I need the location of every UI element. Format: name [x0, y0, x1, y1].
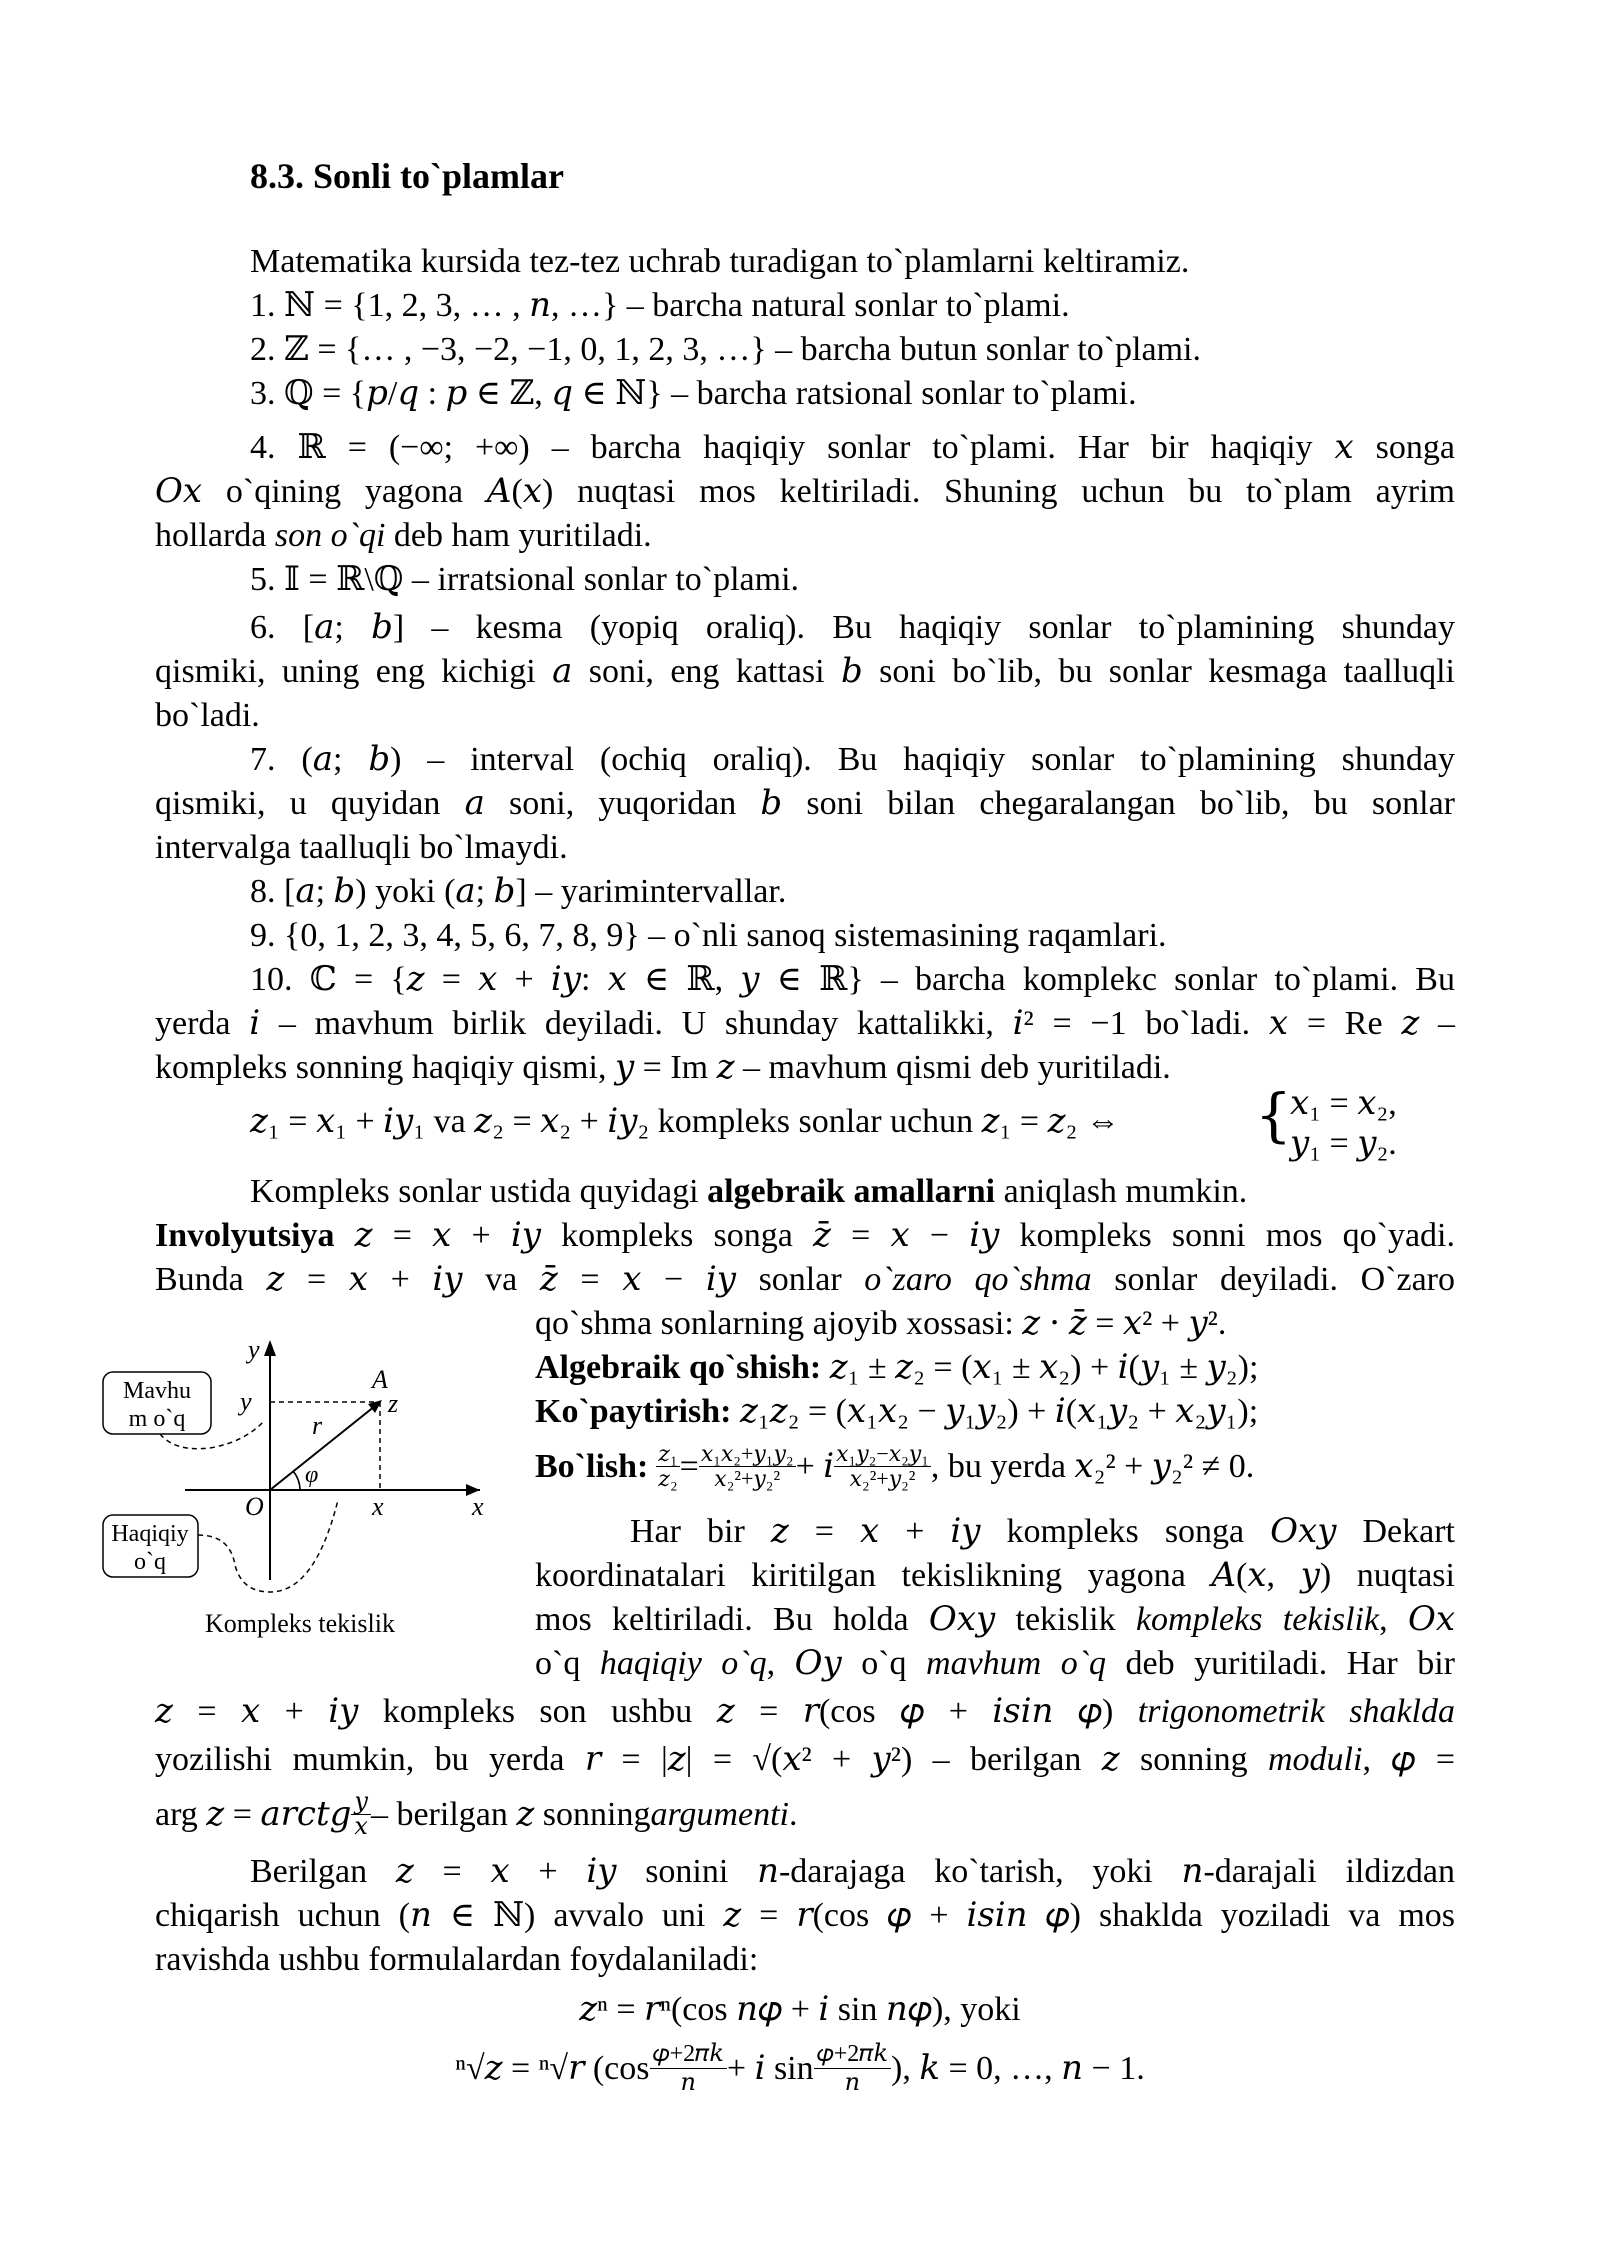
item-halfinterval: 8. [𝑎; 𝑏) yoki (𝑎; 𝑏] – yarimintervallar.	[250, 873, 787, 910]
x-axis-label: x	[472, 1492, 484, 1521]
callout-real-leader	[198, 1500, 338, 1592]
equality-condition: 𝑧₁ = 𝑥₁ + 𝑖𝑦₁ va 𝑧₂ = 𝑥₂ + 𝑖𝑦₂ kompleks sonlar uchun 𝑧₁ = 𝑧₂ ⇔	[250, 1103, 1120, 1140]
trig-line2: yozilishi mumkin, bu yerda 𝑟 = |𝑧| = √(𝑥² + 𝑦²) – berilgan 𝑧 sonning moduli, 𝜑 =	[155, 1741, 1455, 1778]
item-digits: 9. {0, 1, 2, 3, 4, 5, 6, 7, 8, 9} – o`nli sanoq sistemasining raqamlari.	[250, 917, 1167, 954]
item-complex-line3: kompleks sonning haqiqiy qismi, 𝑦 = Im 𝑧 – mavhum qismi deb yuritiladi.	[155, 1049, 1171, 1086]
addition-formula: Algebraik qo`shish: 𝑧₁ ± 𝑧₂ = (𝑥₁ ± 𝑥₂) + 𝑖(𝑦₁ ± 𝑦₂);	[535, 1349, 1259, 1386]
system-line1: 𝑥₁ = 𝑥₂,	[1290, 1085, 1397, 1122]
involution-line2: Bunda 𝑧 = 𝑥 + 𝑖𝑦 va 𝑧̄ = 𝑥 − 𝑖𝑦 sonlar o`zaro qo`shma sonlar deyiladi. O`zaro	[155, 1261, 1455, 1298]
callout-imaginary-text2: m o`q	[128, 1406, 186, 1432]
item-complex-line1: 10. ℂ = {𝑧 = 𝑥 + 𝑖𝑦: 𝑥 ∈ ℝ, 𝑦 ∈ ℝ} – barcha komplekc sonlar to`plami. Bu	[250, 961, 1455, 998]
operations-intro: Kompleks sonlar ustida quyidagi algebraik amallarni aniqlash mumkin.	[250, 1173, 1248, 1210]
plane-line3: mos keltiriladi. Bu holda 𝑂𝑥𝑦 tekislik kompleks tekislik, 𝑂𝑥	[535, 1601, 1455, 1638]
de-moivre-formula: 𝑧ⁿ = 𝑟ⁿ(cos 𝑛𝜑 + 𝑖 sin 𝑛𝜑), yoki	[579, 1991, 1021, 2028]
power-root-line2: chiqarish uchun (𝑛 ∈ ℕ) avvalo uni 𝑧 = 𝑟(cos 𝜑 + 𝑖𝑠𝑖𝑛 𝜑) shaklda yoziladi va mos	[155, 1897, 1455, 1934]
fraction-imag-part: 𝑥₁𝑦₂−𝑥₂𝑦₁ 𝑥₂²+𝑦₂²	[836, 1441, 929, 1491]
item-real-line2: 𝑂𝑥 o`qining yagona 𝐴(𝑥) nuqtasi mos keltiriladi. Shuning uchun bu to`plam ayrim	[155, 473, 1455, 510]
item-real-line1: 4. ℝ = (−∞; +∞) – barcha haqiqiy sonlar to`plami. Har bir haqiqiy 𝑥 songa	[250, 429, 1455, 466]
involution-line1: Involyutsiya 𝑧 = 𝑥 + 𝑖𝑦 kompleks songa 𝑧̄ = 𝑥 − 𝑖𝑦 kompleks sonni mos qo`yadi.	[155, 1217, 1455, 1254]
item-complex-line2: yerda 𝑖 – mavhum birlik deyiladi. U shunday kattalikki, 𝑖² = −1 bo`ladi. 𝑥 = Re 𝑧 –	[155, 1005, 1455, 1042]
y-axis-arrow	[264, 1340, 276, 1356]
system-line2: 𝑦₁ = 𝑦₂.	[1290, 1125, 1397, 1162]
plane-line2: koordinatalari kiritilgan tekislikning yagona 𝐴(𝑥, 𝑦) nuqtasi	[535, 1557, 1455, 1594]
trig-line1: 𝑧 = 𝑥 + 𝑖𝑦 kompleks son ushbu 𝑧 = 𝑟(cos 𝜑 + 𝑖𝑠𝑖𝑛 𝜑) trigonometrik shaklda	[155, 1693, 1455, 1730]
callout-imaginary-text1: Mavhu	[123, 1378, 191, 1404]
root-formula: ⁿ√𝑧 = ⁿ√𝑟 (cos 𝜑+2𝜋𝑘 𝑛 + 𝑖 sin 𝜑+2𝜋𝑘 𝑛 ), 𝑘 = 0, …, 𝑛 − 1.	[455, 2041, 1145, 2096]
item-interval-line3: intervalga taalluqli bo`lmaydi.	[155, 829, 568, 866]
y-axis-label: y	[248, 1335, 260, 1364]
callout-real-text1: Haqiqiy	[111, 1521, 189, 1547]
item-real-line3: hollarda son o`qi deb ham yuritiladi.	[155, 517, 652, 554]
plane-line4: o`q haqiqiy o`q, 𝑂𝑦 o`q mavhum o`q deb yuritiladi. Har bir	[535, 1645, 1455, 1682]
multiplication-formula: Ko`paytirish: 𝑧₁𝑧₂ = (𝑥₁𝑥₂ − 𝑦₁𝑦₂) + 𝑖(𝑥₁𝑦₂ + 𝑥₂𝑦₁);	[535, 1393, 1259, 1430]
origin-label: O	[245, 1492, 264, 1521]
phi-label: φ	[305, 1462, 319, 1488]
item-segment-line1: 6. [𝑎; 𝑏] – kesma (yopiq oraliq). Bu haqiqiy sonlar to`plamining shunday	[250, 609, 1455, 646]
item-interval-line1: 7. (𝑎; 𝑏) – interval (ochiq oraliq). Bu haqiqiy sonlar to`plamining shunday	[250, 741, 1455, 778]
section-heading: 8.3. Sonli to`plamlar	[250, 156, 565, 196]
division-formula: Bo`lish: 𝑧₁ 𝑧₂ = 𝑥₁𝑥₂+𝑦₁𝑦₂ 𝑥₂²+𝑦₂² + 𝑖 𝑥₁𝑦₂−𝑥₂𝑦₁ 𝑥₂²+𝑦₂² , bu yerda 𝑥₂² + 𝑦₂² ≠ 0.	[535, 1441, 1255, 1491]
paragraph-intro: Matematika kursida tez-tez uchrab turadigan to`plamlarni keltiramiz.	[250, 243, 1190, 280]
z-label: z	[388, 1389, 399, 1418]
point-a-label: A	[372, 1365, 388, 1394]
figure-caption: Kompleks tekislik	[205, 1609, 395, 1638]
item-irrational: 5. 𝕀 = ℝ\ℚ – irratsional sonlar to`plami.	[250, 561, 800, 598]
x-tick-label: x	[372, 1492, 384, 1521]
fraction-y-x: 𝑦 𝑥	[351, 1790, 371, 1839]
fraction-real-part: 𝑥₁𝑥₂+𝑦₁𝑦₂ 𝑥₂²+𝑦₂²	[700, 1441, 794, 1491]
angle-arc	[293, 1471, 300, 1490]
fraction-z1-z2: 𝑧₁ 𝑧₂	[658, 1441, 678, 1491]
conjugate-property: qo`shma sonlarning ajoyib xossasi: 𝑧 ⋅ 𝑧̄ = 𝑥² + 𝑦².	[535, 1305, 1227, 1342]
item-segment-line2: qismiki, uning eng kichigi 𝑎 soni, eng kattasi 𝑏 soni bo`lib, bu sonlar kesmaga taalluqli	[155, 653, 1455, 690]
item-interval-line2: qismiki, u quyidan 𝑎 soni, yuqoridan 𝑏 soni bilan chegaralangan bo`lib, bu sonlar	[155, 785, 1455, 822]
item-natural: 1. ℕ = {1, 2, 3, … , 𝑛, …} – barcha natural sonlar to`plami.	[250, 287, 1070, 324]
y-tick-label: y	[240, 1387, 252, 1416]
r-label: r	[312, 1411, 323, 1440]
vector-r	[270, 1402, 380, 1490]
item-rational: 3. ℚ = {𝑝/𝑞 : 𝑝 ∈ ℤ, 𝑞 ∈ ℕ} – barcha ratsional sonlar to`plami.	[250, 375, 1137, 412]
fraction-root-sin: 𝜑+2𝜋𝑘 𝑛	[814, 2040, 891, 2097]
trig-line3: arg 𝑧 = 𝑎𝑟𝑐𝑡𝑔 𝑦 𝑥 – berilgan 𝑧 sonning argumenti .	[155, 1789, 798, 1840]
callout-real-text2: o`q	[134, 1549, 166, 1575]
power-root-line1: Berilgan 𝑧 = 𝑥 + 𝑖𝑦 sonini 𝑛-darajaga ko`tarish, yoki 𝑛-darajali ildizdan	[250, 1853, 1455, 1890]
plane-line1: Har bir 𝑧 = 𝑥 + 𝑖𝑦 kompleks songa 𝑂𝑥𝑦 Dekart	[630, 1513, 1455, 1550]
item-integer: 2. ℤ = {… , −3, −2, −1, 0, 1, 2, 3, …} – barcha butun sonlar to`plami.	[250, 331, 1201, 368]
power-root-line3: ravishda ushbu formulalardan foydalaniladi:	[155, 1941, 759, 1978]
complex-plane-figure	[100, 1330, 520, 1650]
system-brace: {	[1255, 1081, 1292, 1149]
fraction-root-cos: 𝜑+2𝜋𝑘 𝑛	[650, 2040, 727, 2097]
item-segment-line3: bo`ladi.	[155, 697, 260, 734]
